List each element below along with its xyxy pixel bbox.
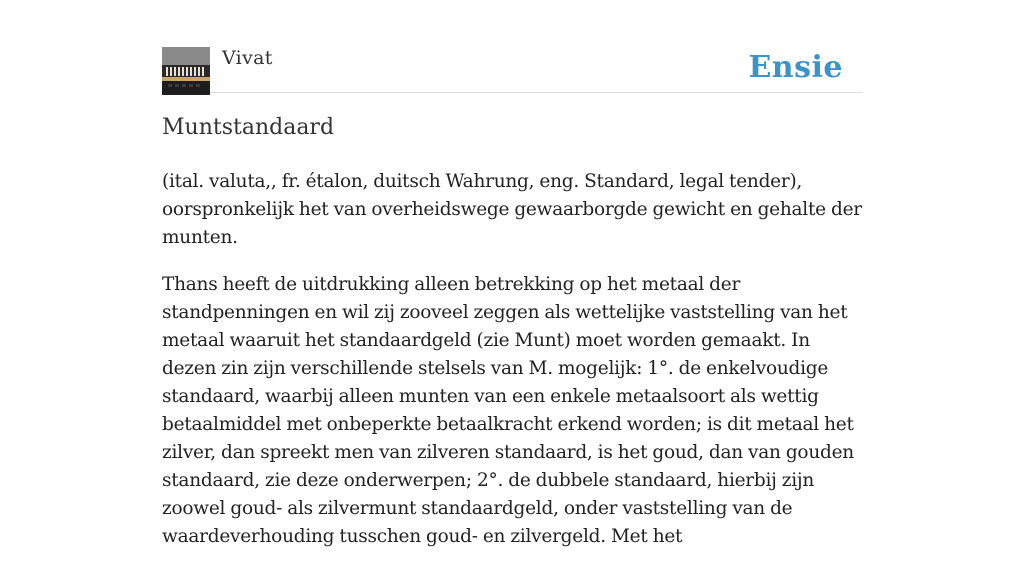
article-body	[162, 168, 862, 570]
brand-logo[interactable]: Ensie	[748, 50, 843, 85]
source-name[interactable]: Vivat	[222, 47, 273, 69]
paragraph: (ital. valuta,, fr. étalon, duitsch Wahrung, eng. Standard, legal tender), oorspronkelijk het van overheidswege gewaarborgde gewicht en gehalte der munten.	[162, 171, 862, 248]
paragraph: Thans heeft de uitdrukking alleen betrekking op het metaal der standpenningen en wil zij zooveel zeggen als wettelijke vaststelling van het metaal waaruit het standaardgeld (zie Munt) moet worden gemaakt. In dezen zin zijn verschillende stelsels van M. mogelijk: 1°. de enkelvoudige standaard, waarbij alleen munten van een enkele metaalsoort als wettig betaalmiddel met onbeperkte betaalkracht erkend worden; is dit metaal het zilver, dan spreekt men van zilveren standaard, is het goud, dan van gouden standaard, zie deze onderwerpen; 2°. de dubbele standaard, hierbij zijn zoowel goud- als zilvermunt standaardgeld, onder vaststelling van de waardeverhouding tusschen goud- en zilvergeld. Met het	[162, 274, 854, 547]
typewriter-icon[interactable]	[162, 47, 210, 95]
article-title: Muntstandaard	[162, 115, 335, 140]
header	[162, 46, 862, 93]
avatar-image	[162, 47, 210, 95]
